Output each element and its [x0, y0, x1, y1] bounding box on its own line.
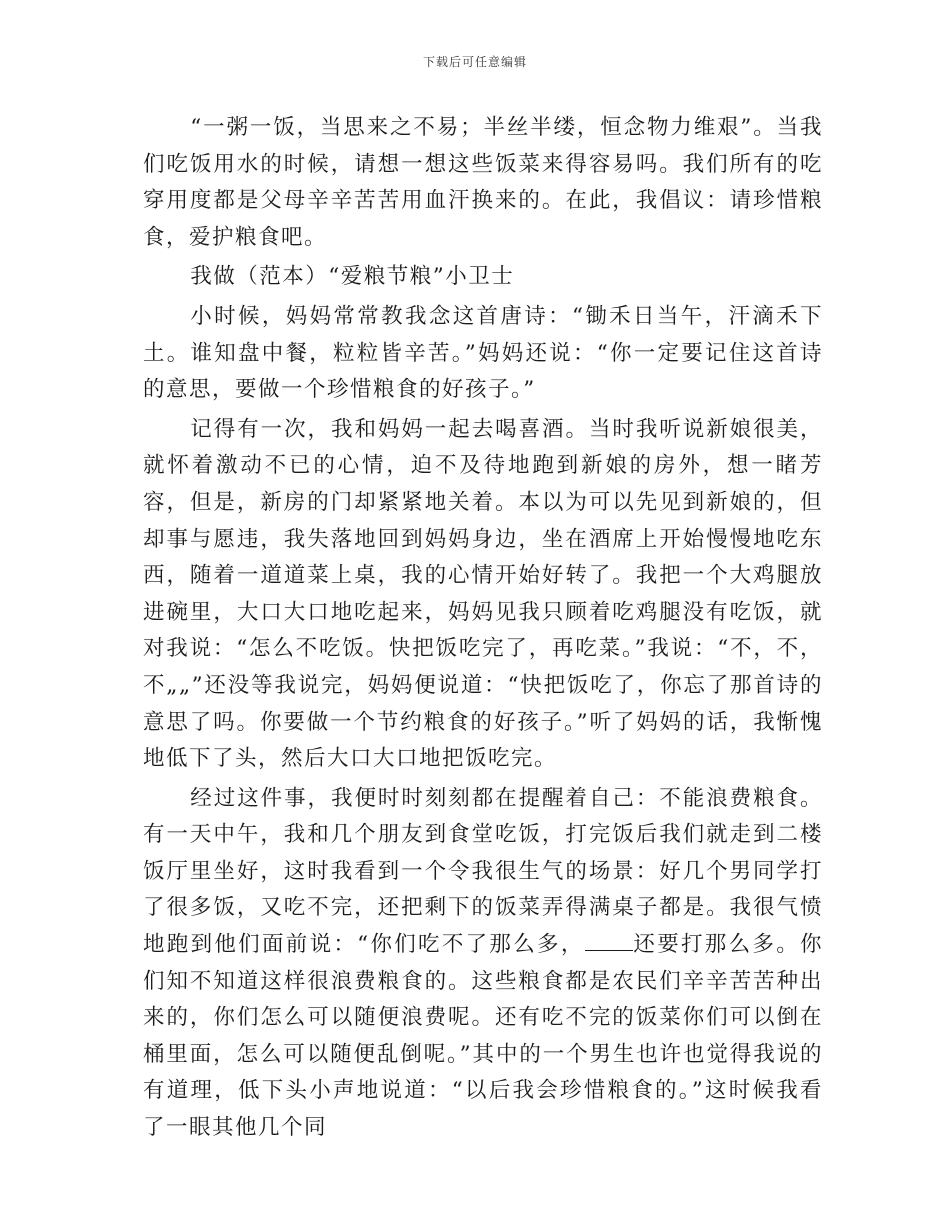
underline-blank: [585, 931, 633, 951]
paragraph-wedding-story: 记得有一次，我和妈妈一起去喝喜酒。当时我听说新娘很美，就怀着激动不已的心情，迫不及待地跑到新娘的房外，想一睹芳容，但是，新房的门却紧紧地关着。本以为可以先见到新娘的，但却事与愿违，我失落地回到妈妈身边，坐在酒席上开始慢慢地吃东西，随着一道道菜上桌，我的心情开始好转了。我把一个大鸡腿放进碗里，大口大口地吃起来，妈妈见我只顾着吃鸡腿没有吃饭，就对我说：“怎么不吃饭。快把饭吃完了，再吃菜。”我说：“不，不，不„„”还没等我说完，妈妈便说道：“快把饭吃了，你忘了那首诗的意思了吗。你要做一个节约粮食的好孩子。”听了妈妈的话，我惭愧地低下了头，然后大口大口地把饭吃完。: [143, 416, 823, 772]
article-title: 我做（范本）“爱粮节粮”小卫士: [190, 264, 515, 290]
document-body: [143, 110, 823, 1147]
paragraph-canteen-story: [143, 781, 823, 1147]
paragraph-poem: 小时候，妈妈常常教我念这首唐诗：“锄禾日当午，汗滴禾下土。谁知盘中餐，粒粒皆辛苦。”妈妈还说：“你一定要记住这首诗的意思，要做一个珍惜粮食的好孩子。”: [143, 303, 823, 403]
paragraph-canteen-text-before: 经过这件事，我便时时刻刻都在提醒着自己：不能浪费粮食。有一天中午，我和几个朋友到食堂吃饭，打完饭后我们就走到二楼饭厅里坐好，这时我看到一个令我很生气的场景：好几个男同学打了很多饭，又吃不完，还把剩下的饭菜弄得满桌子都是。我很气愤地跑到他们面前说：“你们吃不了那么多，: [143, 785, 823, 958]
page-header: 下载后可任意编辑: [422, 55, 527, 69]
paragraph-intro: “一粥一饭，当思来之不易；半丝半缕，恒念物力维艰”。当我们吃饭用水的时候，请想一想这些饭菜来得容易吗。我们所有的吃穿用度都是父母辛辛苦苦用血汗换来的。在此，我倡议：请珍惜粮食，爱护粮食吧。: [143, 115, 823, 250]
paragraph-canteen-text-after: 还要打那么多。你们知不知道这样很浪费粮食的。这些粮食都是农民们辛辛苦苦种出来的，你们怎么可以随便浪费呢。还有吃不完的饭菜你们可以倒在桶里面，怎么可以随便乱倒呢。”其中的一个男生也许也觉得我说的有道理，低下头小声地说道：“以后我会珍惜粮食的。”这时候我看了一眼其他几个同: [143, 932, 823, 1141]
